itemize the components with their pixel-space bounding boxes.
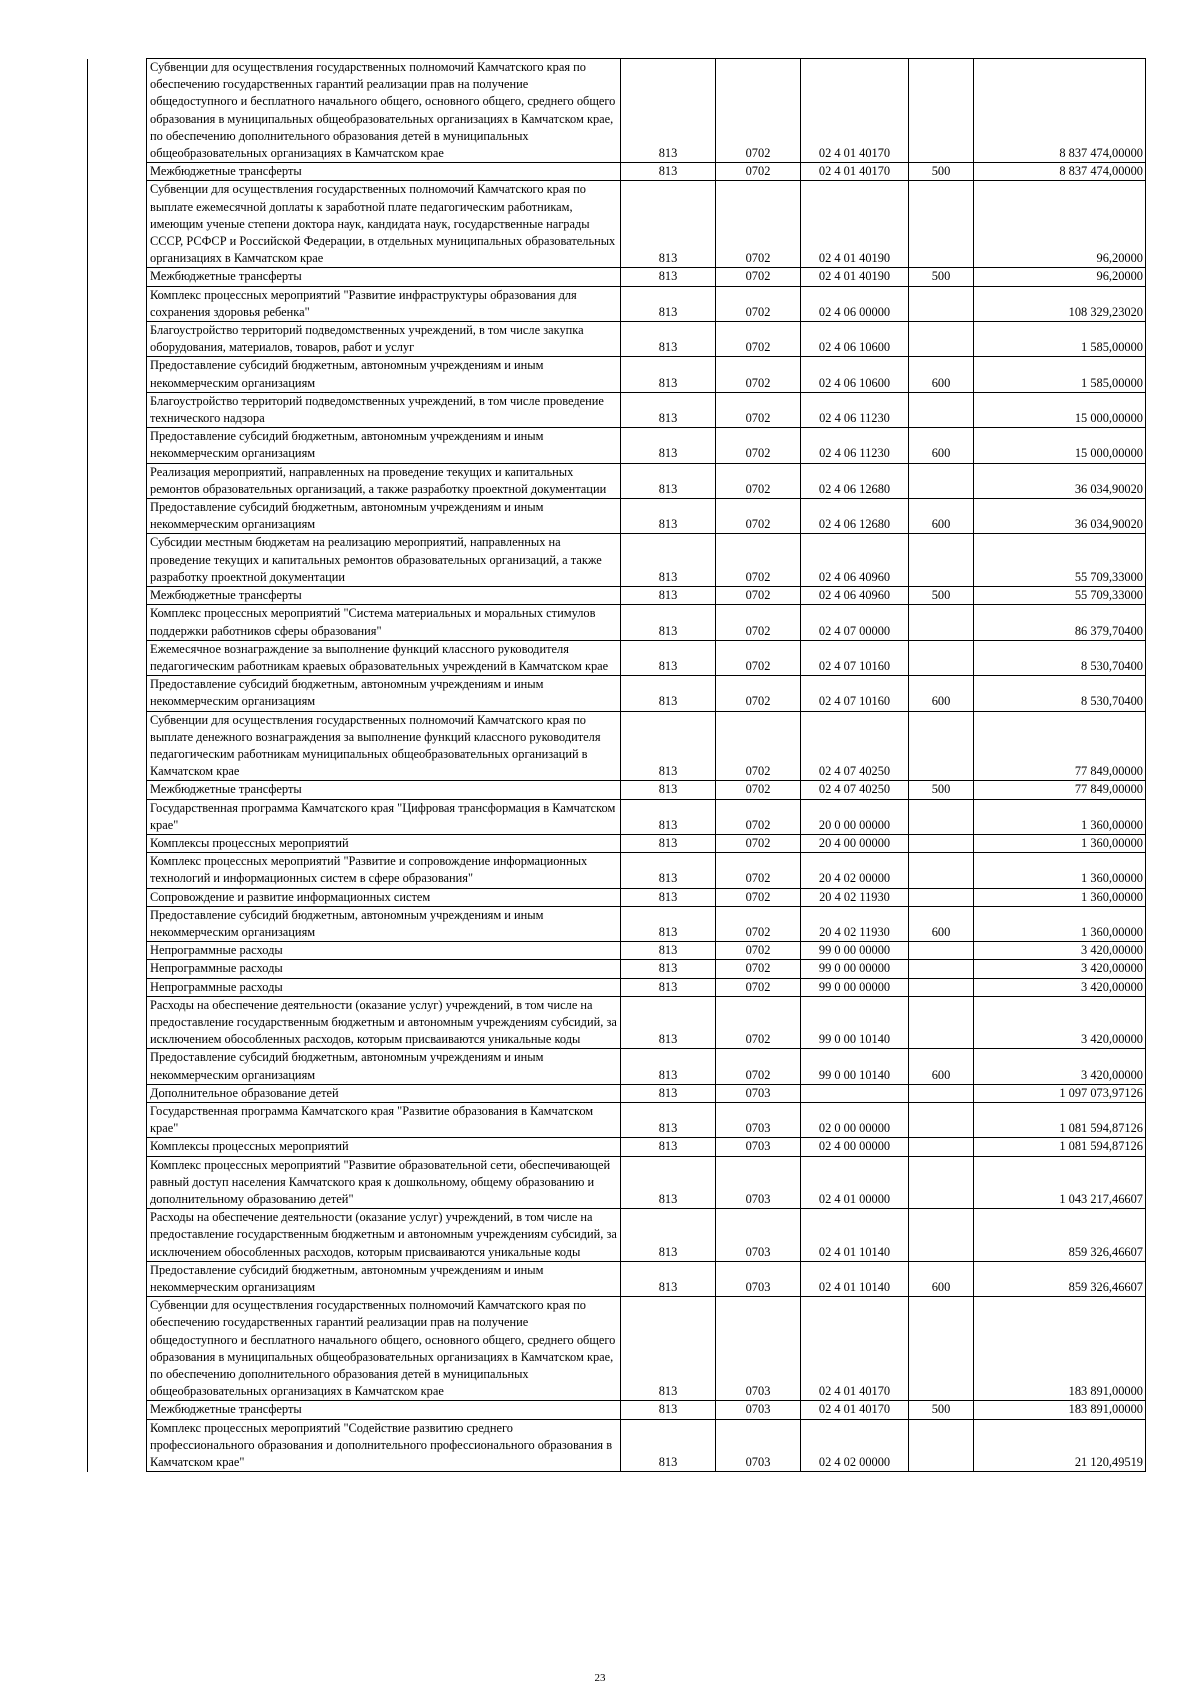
grbs-code: 813: [621, 499, 716, 534]
row-margin-cell: [88, 428, 147, 463]
target-article-code: 20 4 02 11930: [801, 888, 909, 906]
expense-name: Комплекс процессных мероприятий "Развитие образовательной сети, обеспечивающей равный доступ населения Камчатского края к дошкольному, общему образованию и дополнительному образованию детей": [147, 1156, 621, 1209]
section-subsection-code: 0702: [716, 906, 801, 941]
amount: 108 329,23020: [974, 286, 1146, 321]
expense-name: Предоставление субсидий бюджетным, автономным учреждениям и иным некоммерческим организациям: [147, 499, 621, 534]
target-article-code: 02 4 06 40960: [801, 534, 909, 587]
row-margin-cell: [88, 640, 147, 675]
section-subsection-code: 0702: [716, 1049, 801, 1084]
table-row: [88, 392, 1146, 427]
row-margin-cell: [88, 587, 147, 605]
table-row: [88, 711, 1146, 781]
row-margin-cell: [88, 1084, 147, 1102]
grbs-code: 813: [621, 1049, 716, 1084]
target-article-code: [801, 1084, 909, 1102]
amount: 15 000,00000: [974, 428, 1146, 463]
expense-type-code: 500: [909, 587, 974, 605]
amount: 86 379,70400: [974, 605, 1146, 640]
amount: 3 420,00000: [974, 1049, 1146, 1084]
expense-name: Предоставление субсидий бюджетным, автономным учреждениям и иным некоммерческим организациям: [147, 1049, 621, 1084]
expense-type-code: 600: [909, 1049, 974, 1084]
expense-name: Предоставление субсидий бюджетным, автономным учреждениям и иным некоммерческим организациям: [147, 428, 621, 463]
expense-name: Реализация мероприятий, направленных на проведение текущих и капитальных ремонтов образовательных организаций, а также разработку проектной документации: [147, 463, 621, 498]
table-row: [88, 463, 1146, 498]
section-subsection-code: 0702: [716, 534, 801, 587]
target-article-code: 02 4 01 40170: [801, 163, 909, 181]
grbs-code: 813: [621, 1084, 716, 1102]
target-article-code: 99 0 00 00000: [801, 942, 909, 960]
table-row: [88, 181, 1146, 268]
table-row: [88, 1209, 1146, 1262]
row-margin-cell: [88, 322, 147, 357]
target-article-code: 02 4 01 10140: [801, 1209, 909, 1262]
table-row: [88, 1297, 1146, 1401]
target-article-code: 02 4 01 00000: [801, 1156, 909, 1209]
amount: 1 097 073,97126: [974, 1084, 1146, 1102]
grbs-code: 813: [621, 1156, 716, 1209]
expense-name: Предоставление субсидий бюджетным, автономным учреждениям и иным некоммерческим организациям: [147, 357, 621, 392]
target-article-code: 99 0 00 00000: [801, 978, 909, 996]
target-article-code: 02 0 00 00000: [801, 1102, 909, 1137]
grbs-code: 813: [621, 534, 716, 587]
target-article-code: 02 4 01 10140: [801, 1261, 909, 1296]
amount: 1 360,00000: [974, 799, 1146, 834]
target-article-code: 02 4 06 10600: [801, 357, 909, 392]
section-subsection-code: 0703: [716, 1138, 801, 1156]
section-subsection-code: 0702: [716, 996, 801, 1049]
expense-type-code: 600: [909, 428, 974, 463]
expense-name: Непрограммные расходы: [147, 942, 621, 960]
target-article-code: 02 4 00 00000: [801, 1138, 909, 1156]
row-margin-cell: [88, 1401, 147, 1419]
section-subsection-code: 0702: [716, 499, 801, 534]
section-subsection-code: 0702: [716, 853, 801, 888]
grbs-code: 813: [621, 428, 716, 463]
amount: 1 360,00000: [974, 853, 1146, 888]
expense-name: Сопровождение и развитие информационных систем: [147, 888, 621, 906]
expense-name: Расходы на обеспечение деятельности (оказание услуг) учреждений, в том числе на предоставление государственным бюджетным и автономным учреждениям субсидий, за исключением обособленных расходов, которым присваиваются уникальные коды: [147, 1209, 621, 1262]
grbs-code: 813: [621, 1102, 716, 1137]
amount: 1 043 217,46607: [974, 1156, 1146, 1209]
section-subsection-code: 0702: [716, 322, 801, 357]
table-row: [88, 978, 1146, 996]
grbs-code: 813: [621, 942, 716, 960]
expense-name: Благоустройство территорий подведомственных учреждений, в том числе закупка оборудования, материалов, товаров, работ и услуг: [147, 322, 621, 357]
expense-name: Комплекс процессных мероприятий "Система материальных и моральных стимулов поддержки работников сферы образования": [147, 605, 621, 640]
row-margin-cell: [88, 1102, 147, 1137]
table-row: [88, 1102, 1146, 1137]
grbs-code: 813: [621, 853, 716, 888]
table-row: [88, 942, 1146, 960]
amount: 36 034,90020: [974, 499, 1146, 534]
grbs-code: 813: [621, 59, 716, 163]
row-margin-cell: [88, 942, 147, 960]
table-row: [88, 799, 1146, 834]
section-subsection-code: 0702: [716, 978, 801, 996]
expense-type-code: [909, 853, 974, 888]
table-row: [88, 1156, 1146, 1209]
section-subsection-code: 0702: [716, 392, 801, 427]
expense-type-code: 600: [909, 906, 974, 941]
amount: 859 326,46607: [974, 1209, 1146, 1262]
row-margin-cell: [88, 853, 147, 888]
section-subsection-code: 0703: [716, 1084, 801, 1102]
table-row: [88, 781, 1146, 799]
row-margin-cell: [88, 499, 147, 534]
section-subsection-code: 0702: [716, 605, 801, 640]
budget-table: [87, 58, 1146, 1472]
grbs-code: 813: [621, 181, 716, 268]
amount: 96,20000: [974, 181, 1146, 268]
table-row: [88, 996, 1146, 1049]
section-subsection-code: 0703: [716, 1102, 801, 1137]
amount: 36 034,90020: [974, 463, 1146, 498]
section-subsection-code: 0702: [716, 799, 801, 834]
section-subsection-code: 0702: [716, 834, 801, 852]
amount: 183 891,00000: [974, 1297, 1146, 1401]
section-subsection-code: 0702: [716, 960, 801, 978]
target-article-code: 02 4 01 40190: [801, 181, 909, 268]
table-row: [88, 428, 1146, 463]
row-margin-cell: [88, 888, 147, 906]
section-subsection-code: 0703: [716, 1156, 801, 1209]
grbs-code: 813: [621, 676, 716, 711]
grbs-code: 813: [621, 322, 716, 357]
grbs-code: 813: [621, 357, 716, 392]
row-margin-cell: [88, 286, 147, 321]
amount: 1 360,00000: [974, 906, 1146, 941]
row-margin-cell: [88, 163, 147, 181]
target-article-code: 02 4 01 40170: [801, 1401, 909, 1419]
expense-name: Комплексы процессных мероприятий: [147, 834, 621, 852]
expense-type-code: [909, 834, 974, 852]
row-margin-cell: [88, 357, 147, 392]
table-row: [88, 834, 1146, 852]
expense-type-code: 600: [909, 676, 974, 711]
expense-name: Межбюджетные трансферты: [147, 781, 621, 799]
expense-name: Комплекс процессных мероприятий "Содействие развитию среднего профессионального образования и дополнительного профессионального образования в Камчатском крае": [147, 1419, 621, 1472]
grbs-code: 813: [621, 1401, 716, 1419]
row-margin-cell: [88, 534, 147, 587]
target-article-code: 02 4 07 00000: [801, 605, 909, 640]
amount: 55 709,33000: [974, 534, 1146, 587]
row-margin-cell: [88, 1261, 147, 1296]
amount: 77 849,00000: [974, 711, 1146, 781]
grbs-code: 813: [621, 587, 716, 605]
target-article-code: 20 4 02 11930: [801, 906, 909, 941]
target-article-code: 20 4 02 00000: [801, 853, 909, 888]
target-article-code: 02 4 07 40250: [801, 781, 909, 799]
expense-name: Дополнительное образование детей: [147, 1084, 621, 1102]
expense-type-code: [909, 534, 974, 587]
target-article-code: 02 4 01 40190: [801, 268, 909, 286]
section-subsection-code: 0702: [716, 888, 801, 906]
row-margin-cell: [88, 1209, 147, 1262]
amount: 8 530,70400: [974, 676, 1146, 711]
section-subsection-code: 0702: [716, 676, 801, 711]
expense-name: Субсидии местным бюджетам на реализацию мероприятий, направленных на проведение текущих и капитальных ремонтов образовательных организаций, а также разработку проектной документации: [147, 534, 621, 587]
expense-type-code: [909, 960, 974, 978]
grbs-code: 813: [621, 1138, 716, 1156]
expense-name: Комплекс процессных мероприятий "Развитие и сопровождение информационных технологий и информационных систем в сфере образования": [147, 853, 621, 888]
target-article-code: 02 4 06 11230: [801, 428, 909, 463]
expense-type-code: [909, 711, 974, 781]
target-article-code: 99 0 00 10140: [801, 996, 909, 1049]
expense-name: Субвенции для осуществления государственных полномочий Камчатского края по выплате денежного вознаграждения за выполнение функций классного руководителя педагогическим работникам муниципальных общеобразовательных организаций в Камчатском крае: [147, 711, 621, 781]
expense-type-code: [909, 286, 974, 321]
grbs-code: 813: [621, 960, 716, 978]
section-subsection-code: 0703: [716, 1297, 801, 1401]
expense-type-code: [909, 1156, 974, 1209]
amount: 1 360,00000: [974, 834, 1146, 852]
amount: 1 081 594,87126: [974, 1138, 1146, 1156]
amount: 8 837 474,00000: [974, 163, 1146, 181]
grbs-code: 813: [621, 834, 716, 852]
amount: 8 530,70400: [974, 640, 1146, 675]
target-article-code: 02 4 06 12680: [801, 499, 909, 534]
row-margin-cell: [88, 1049, 147, 1084]
expense-name: Непрограммные расходы: [147, 960, 621, 978]
table-row: [88, 1049, 1146, 1084]
expense-type-code: [909, 996, 974, 1049]
grbs-code: 813: [621, 463, 716, 498]
section-subsection-code: 0702: [716, 463, 801, 498]
expense-name: Межбюджетные трансферты: [147, 1401, 621, 1419]
table-row: [88, 1261, 1146, 1296]
table-row: [88, 534, 1146, 587]
row-margin-cell: [88, 1297, 147, 1401]
grbs-code: 813: [621, 906, 716, 941]
grbs-code: 813: [621, 781, 716, 799]
target-article-code: 20 0 00 00000: [801, 799, 909, 834]
section-subsection-code: 0702: [716, 268, 801, 286]
amount: 15 000,00000: [974, 392, 1146, 427]
expense-name: Комплекс процессных мероприятий "Развитие инфраструктуры образования для сохранения здоровья ребенка": [147, 286, 621, 321]
grbs-code: 813: [621, 1261, 716, 1296]
grbs-code: 813: [621, 605, 716, 640]
section-subsection-code: 0703: [716, 1401, 801, 1419]
grbs-code: 813: [621, 711, 716, 781]
section-subsection-code: 0703: [716, 1261, 801, 1296]
grbs-code: 813: [621, 799, 716, 834]
table-row: [88, 960, 1146, 978]
amount: 1 585,00000: [974, 322, 1146, 357]
expense-type-code: 600: [909, 1261, 974, 1296]
amount: 1 360,00000: [974, 888, 1146, 906]
expense-type-code: [909, 1419, 974, 1472]
target-article-code: 02 4 06 40960: [801, 587, 909, 605]
table-row: [88, 676, 1146, 711]
section-subsection-code: 0702: [716, 587, 801, 605]
grbs-code: 813: [621, 978, 716, 996]
target-article-code: 02 4 07 40250: [801, 711, 909, 781]
expense-type-code: [909, 1084, 974, 1102]
section-subsection-code: 0702: [716, 428, 801, 463]
expense-name: Межбюджетные трансферты: [147, 587, 621, 605]
amount: 1 081 594,87126: [974, 1102, 1146, 1137]
table-row: [88, 605, 1146, 640]
table-row: [88, 1138, 1146, 1156]
table-row: [88, 163, 1146, 181]
row-margin-cell: [88, 978, 147, 996]
expense-type-code: 600: [909, 357, 974, 392]
table-row: [88, 853, 1146, 888]
row-margin-cell: [88, 268, 147, 286]
amount: 21 120,49519: [974, 1419, 1146, 1472]
target-article-code: 02 4 01 40170: [801, 1297, 909, 1401]
amount: 183 891,00000: [974, 1401, 1146, 1419]
target-article-code: 02 4 06 00000: [801, 286, 909, 321]
expense-type-code: [909, 640, 974, 675]
expense-type-code: 500: [909, 781, 974, 799]
row-margin-cell: [88, 799, 147, 834]
expense-name: Субвенции для осуществления государственных полномочий Камчатского края по обеспечению государственных гарантий реализации прав на получение общедоступного и бесплатного начального общего, основного общего, среднего общего образования в муниципальных общеобразовательных организациях в Камчатском крае, по обеспечению дополнительного образования детей в муниципальных общеобразовательных организациях в Камчатском крае: [147, 1297, 621, 1401]
table-row: [88, 1401, 1146, 1419]
amount: 3 420,00000: [974, 978, 1146, 996]
row-margin-cell: [88, 960, 147, 978]
expense-type-code: [909, 942, 974, 960]
row-margin-cell: [88, 711, 147, 781]
grbs-code: 813: [621, 268, 716, 286]
expense-name: Субвенции для осуществления государственных полномочий Камчатского края по выплате ежемесячной доплаты к заработной плате педагогическим работникам, имеющим ученые степени доктора наук, кандидата наук, государственные награды СССР, РСФСР и Российской Федерации, в отдельных муниципальных образовательных организациях в Камчатском крае: [147, 181, 621, 268]
row-margin-cell: [88, 605, 147, 640]
amount: 3 420,00000: [974, 942, 1146, 960]
row-margin-cell: [88, 781, 147, 799]
row-margin-cell: [88, 834, 147, 852]
row-margin-cell: [88, 59, 147, 163]
grbs-code: 813: [621, 286, 716, 321]
expense-name: Субвенции для осуществления государственных полномочий Камчатского края по обеспечению государственных гарантий реализации прав на получение общедоступного и бесплатного начального общего, основного общего, среднего общего образования в муниципальных общеобразовательных организациях в Камчатском крае, по обеспечению дополнительного образования детей в муниципальных общеобразовательных организациях в Камчатском крае: [147, 59, 621, 163]
expense-type-code: [909, 605, 974, 640]
table-row: [88, 906, 1146, 941]
table-row: [88, 322, 1146, 357]
table-row: [88, 59, 1146, 163]
grbs-code: 813: [621, 996, 716, 1049]
expense-type-code: [909, 978, 974, 996]
expense-name: Комплексы процессных мероприятий: [147, 1138, 621, 1156]
section-subsection-code: 0702: [716, 781, 801, 799]
grbs-code: 813: [621, 1419, 716, 1472]
expense-type-code: [909, 888, 974, 906]
table-row: [88, 1419, 1146, 1472]
target-article-code: 99 0 00 10140: [801, 1049, 909, 1084]
section-subsection-code: 0702: [716, 640, 801, 675]
target-article-code: 02 4 06 10600: [801, 322, 909, 357]
amount: 55 709,33000: [974, 587, 1146, 605]
amount: 1 585,00000: [974, 357, 1146, 392]
section-subsection-code: 0703: [716, 1419, 801, 1472]
amount: 859 326,46607: [974, 1261, 1146, 1296]
expense-type-code: [909, 1102, 974, 1137]
expense-name: Государственная программа Камчатского края "Цифровая трансформация в Камчатском крае": [147, 799, 621, 834]
expense-type-code: 500: [909, 268, 974, 286]
expense-type-code: [909, 1209, 974, 1262]
expense-name: Непрограммные расходы: [147, 978, 621, 996]
row-margin-cell: [88, 906, 147, 941]
grbs-code: 813: [621, 163, 716, 181]
expense-type-code: 500: [909, 163, 974, 181]
target-article-code: 02 4 01 40170: [801, 59, 909, 163]
target-article-code: 02 4 06 12680: [801, 463, 909, 498]
amount: 3 420,00000: [974, 996, 1146, 1049]
section-subsection-code: 0702: [716, 181, 801, 268]
row-margin-cell: [88, 676, 147, 711]
section-subsection-code: 0702: [716, 711, 801, 781]
expense-name: Предоставление субсидий бюджетным, автономным учреждениям и иным некоммерческим организациям: [147, 906, 621, 941]
section-subsection-code: 0702: [716, 357, 801, 392]
page-number: 23: [594, 1672, 606, 1684]
expense-type-code: [909, 1138, 974, 1156]
target-article-code: 99 0 00 00000: [801, 960, 909, 978]
expense-type-code: [909, 463, 974, 498]
amount: 3 420,00000: [974, 960, 1146, 978]
expense-name: Ежемесячное вознаграждение за выполнение функций классного руководителя педагогическим работникам краевых образовательных учреждений в Камчатском крае: [147, 640, 621, 675]
expense-type-code: 600: [909, 499, 974, 534]
expense-name: Межбюджетные трансферты: [147, 268, 621, 286]
table-row: [88, 268, 1146, 286]
section-subsection-code: 0702: [716, 942, 801, 960]
section-subsection-code: 0702: [716, 59, 801, 163]
grbs-code: 813: [621, 640, 716, 675]
expense-name: Предоставление субсидий бюджетным, автономным учреждениям и иным некоммерческим организациям: [147, 1261, 621, 1296]
amount: 77 849,00000: [974, 781, 1146, 799]
expense-name: Государственная программа Камчатского края "Развитие образования в Камчатском крае": [147, 1102, 621, 1137]
grbs-code: 813: [621, 392, 716, 427]
expense-name: Благоустройство территорий подведомственных учреждений, в том числе проведение технического надзора: [147, 392, 621, 427]
table-row: [88, 286, 1146, 321]
amount: 96,20000: [974, 268, 1146, 286]
row-margin-cell: [88, 1156, 147, 1209]
target-article-code: 02 4 07 10160: [801, 676, 909, 711]
grbs-code: 813: [621, 1297, 716, 1401]
expense-type-code: [909, 1297, 974, 1401]
row-margin-cell: [88, 392, 147, 427]
section-subsection-code: 0703: [716, 1209, 801, 1262]
expense-type-code: 500: [909, 1401, 974, 1419]
section-subsection-code: 0702: [716, 163, 801, 181]
target-article-code: 20 4 00 00000: [801, 834, 909, 852]
section-subsection-code: 0702: [716, 286, 801, 321]
table-row: [88, 499, 1146, 534]
expense-type-code: [909, 799, 974, 834]
row-margin-cell: [88, 1419, 147, 1472]
target-article-code: 02 4 06 11230: [801, 392, 909, 427]
expense-type-code: [909, 181, 974, 268]
amount: 8 837 474,00000: [974, 59, 1146, 163]
row-margin-cell: [88, 463, 147, 498]
row-margin-cell: [88, 996, 147, 1049]
grbs-code: 813: [621, 1209, 716, 1262]
row-margin-cell: [88, 1138, 147, 1156]
table-row: [88, 640, 1146, 675]
table-row: [88, 1084, 1146, 1102]
expense-name: Расходы на обеспечение деятельности (оказание услуг) учреждений, в том числе на предоставление государственным бюджетным и автономным учреждениям субсидий, за исключением обособленных расходов, которым присваиваются уникальные коды: [147, 996, 621, 1049]
grbs-code: 813: [621, 888, 716, 906]
table-row: [88, 888, 1146, 906]
table-row: [88, 587, 1146, 605]
target-article-code: 02 4 02 00000: [801, 1419, 909, 1472]
expense-name: Предоставление субсидий бюджетным, автономным учреждениям и иным некоммерческим организациям: [147, 676, 621, 711]
target-article-code: 02 4 07 10160: [801, 640, 909, 675]
expense-name: Межбюджетные трансферты: [147, 163, 621, 181]
expense-type-code: [909, 59, 974, 163]
table-row: [88, 357, 1146, 392]
expense-type-code: [909, 322, 974, 357]
expense-type-code: [909, 392, 974, 427]
table-body: [88, 59, 1146, 1472]
row-margin-cell: [88, 181, 147, 268]
